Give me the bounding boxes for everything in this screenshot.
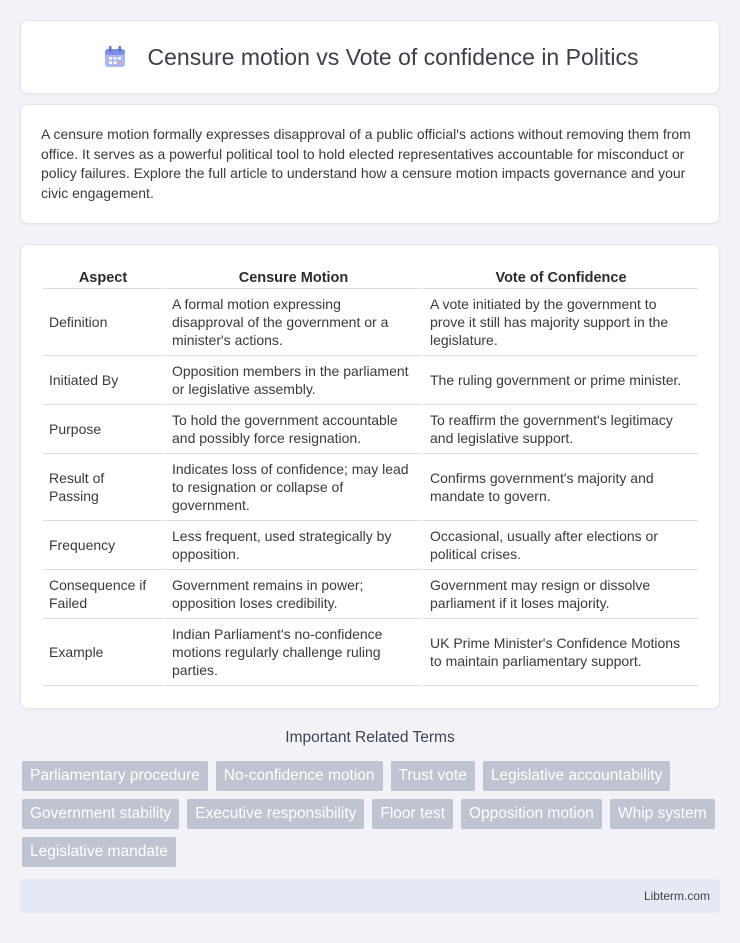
row-aspect: Initiated By — [43, 356, 163, 405]
related-terms-list — [22, 761, 722, 867]
row-aspect: Frequency — [43, 521, 163, 570]
header-censure-motion: Censure Motion — [163, 265, 421, 289]
row-censure: Indian Parliament's no-confidence motions regularly challenge ruling parties. — [163, 619, 421, 686]
page-title: Censure motion vs Vote of confidence in Politics — [147, 43, 639, 70]
tag-legislative-accountability[interactable]: Legislative accountability — [483, 761, 670, 791]
row-confidence: The ruling government or prime minister. — [421, 356, 698, 405]
related-terms-title: Important Related Terms — [285, 729, 455, 746]
table-row — [43, 289, 698, 356]
footer — [20, 879, 720, 913]
tag-whip-system[interactable]: Whip system — [610, 799, 715, 829]
intro-text: A censure motion formally expresses disapproval of a public official's actions without removing them from office. It serves as a powerful political tool to hold elected representatives accountable for misconduct or policy failures. Explore the full article to understand how a censure motion impacts governance and your civic engagement. — [41, 126, 691, 201]
table-row — [43, 521, 698, 570]
row-confidence: Confirms government's majority and mandate to govern. — [421, 454, 698, 521]
tag-executive-responsibility[interactable]: Executive responsibility — [187, 799, 364, 829]
tag-floor-test[interactable]: Floor test — [372, 799, 453, 829]
table-row — [43, 405, 698, 454]
row-censure: Less frequent, used strategically by opposition. — [163, 521, 421, 570]
table-row — [43, 454, 698, 521]
table-row — [43, 570, 698, 619]
row-aspect: Result of Passing — [43, 454, 163, 521]
tag-government-stability[interactable]: Government stability — [22, 799, 179, 829]
row-confidence: To reaffirm the government's legitimacy and legislative support. — [421, 405, 698, 454]
tag-opposition-motion[interactable]: Opposition motion — [461, 799, 602, 829]
row-censure: Indicates loss of confidence; may lead to resignation or collapse of government. — [163, 454, 421, 521]
tag-trust-vote[interactable]: Trust vote — [391, 761, 475, 791]
comparison-table — [43, 265, 698, 686]
header-aspect: Aspect — [43, 265, 163, 289]
comparison-card — [20, 244, 720, 709]
row-censure: To hold the government accountable and possibly force resignation. — [163, 405, 421, 454]
row-aspect: Example — [43, 619, 163, 686]
footer-site-link[interactable]: Libterm.com — [643, 889, 710, 903]
table-header-row — [43, 265, 698, 289]
row-confidence: A vote initiated by the government to prove it still has majority support in the legislature. — [421, 289, 698, 356]
row-censure: A formal motion expressing disapproval of the government or a minister's actions. — [163, 289, 421, 356]
row-censure: Opposition members in the parliament or legislative assembly. — [163, 356, 421, 405]
row-confidence: UK Prime Minister's Confidence Motions to maintain parliamentary support. — [421, 619, 698, 686]
intro-card — [20, 104, 720, 224]
tag-parliamentary-procedure[interactable]: Parliamentary procedure — [22, 761, 208, 791]
table-row — [43, 619, 698, 686]
row-censure: Government remains in power; opposition loses credibility. — [163, 570, 421, 619]
calendar-icon — [102, 44, 128, 70]
header-vote-of-confidence: Vote of Confidence — [421, 265, 698, 289]
table-row — [43, 356, 698, 405]
row-confidence: Occasional, usually after elections or political crises. — [421, 521, 698, 570]
tag-legislative-mandate[interactable]: Legislative mandate — [22, 837, 176, 867]
tag-no-confidence-motion[interactable]: No-confidence motion — [216, 761, 383, 791]
row-aspect: Definition — [43, 289, 163, 356]
row-confidence: Government may resign or dissolve parliament if it loses majority. — [421, 570, 698, 619]
row-aspect: Consequence if Failed — [43, 570, 163, 619]
header-card — [20, 20, 720, 94]
row-aspect: Purpose — [43, 405, 163, 454]
